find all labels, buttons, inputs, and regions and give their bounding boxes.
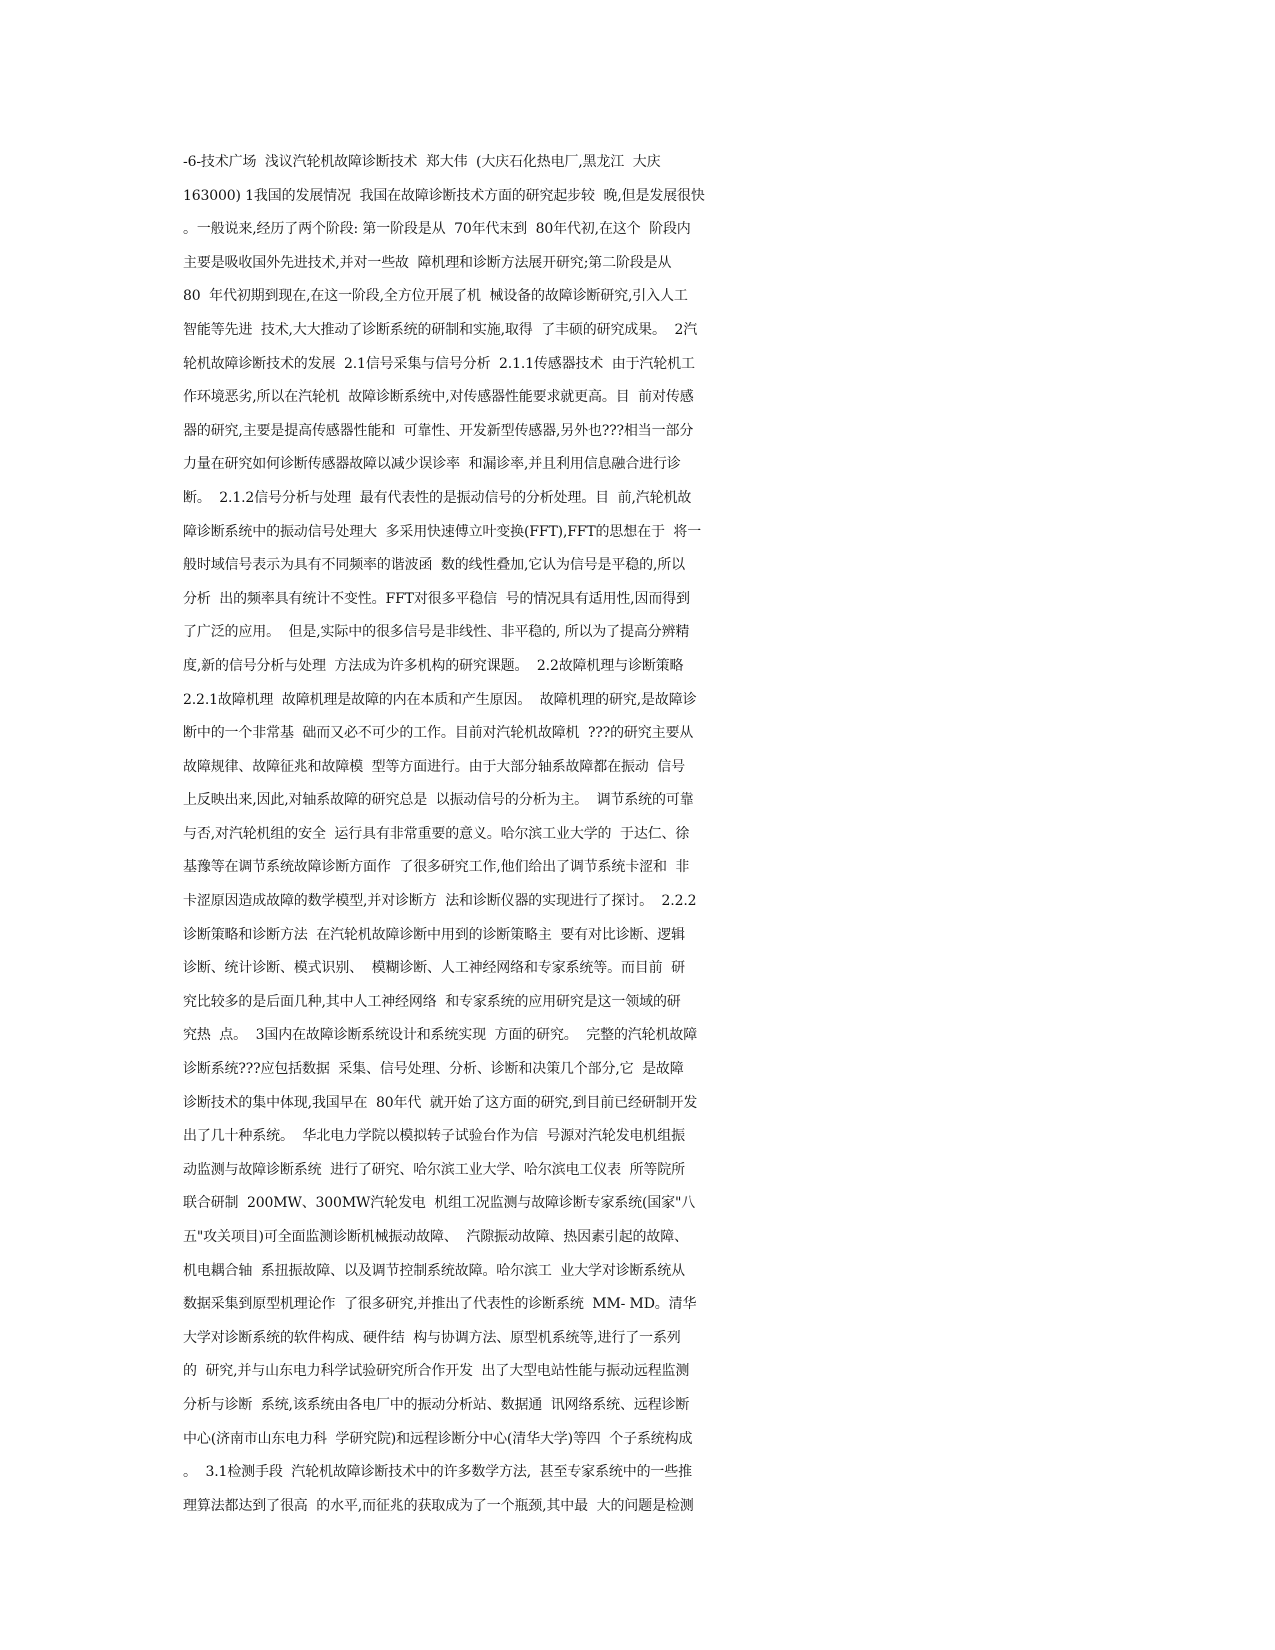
text-line: 五"攻关项目)可全面监测诊断机械振动故障、 汽隙振动故障、热因素引起的故障、	[183, 1229, 688, 1245]
text-line: 智能等先进 技术,大大推动了诊断系统的研制和实施,取得 了丰硕的研究成果。 2汽	[183, 321, 698, 338]
text-line: 上反映出来,因此,对轴系故障的研究总是 以振动信号的分析为主。 调节系统的可靠	[183, 792, 694, 809]
text-line: 理算法都达到了很高 的水平,而征兆的获取成为了一个瓶颈,其中最 大的问题是检测	[183, 1497, 694, 1514]
text-line: 故障规律、故障征兆和故障模 型等方面进行。由于大部分轴系故障都在振动 信号	[183, 758, 685, 775]
text-line: 分析与诊断 系统,该系统由各电厂中的振动分析站、数据通 讯网络系统、远程诊断	[183, 1396, 690, 1413]
text-line: 基豫等在调节系统故障诊断方面作 了很多研究工作,他们给出了调节系统卡涩和 非	[183, 859, 690, 876]
text-line: -6-技术广场 浅议汽轮机故障诊断技术 郑大伟 (大庆石化热电厂,黑龙江 大庆	[183, 154, 661, 170]
text-line: 作环境恶劣,所以在汽轮机 故障诊断系统中,对传感器性能要求就更高。目 前对传感	[183, 389, 694, 406]
text-line: 中心(济南市山东电力科 学研究院)和远程诊断分中心(清华大学)等四 个子系统构成	[183, 1430, 693, 1447]
document-body	[183, 146, 1083, 1523]
text-line: 分析 出的频率具有统计不变性。FFT对很多平稳信 号的情况具有适用性,因而得到	[183, 590, 690, 607]
text-line: 诊断、统计诊断、模式识别、 模糊诊断、人工神经网络和专家系统等。而目前 研	[183, 960, 685, 977]
text-line: 诊断策略和诊断方法 在汽轮机故障诊断中用到的诊断策略主 要有对比诊断、逻辑	[183, 926, 685, 943]
text-line: 联合研制 200MW、300MW汽轮发电 机组工况监测与故障诊断专家系统(国家"八	[183, 1195, 696, 1212]
text-line: 障诊断系统中的振动信号处理大 多采用快速傅立叶变换(FFT),FFT的思想在于 将一	[183, 523, 702, 540]
text-line: 与否,对汽轮机组的安全 运行具有非常重要的意义。哈尔滨工业大学的 于达仁、徐	[183, 825, 690, 842]
text-line: 机电耦合轴 系扭振故障、以及调节控制系统故障。哈尔滨工 业大学对诊断系统从	[183, 1262, 685, 1279]
text-line: 大学对诊断系统的软件构成、硬件结 构与协调方法、原型机系统等,进行了一系列	[183, 1329, 681, 1346]
text-line: 的 研究,并与山东电力科学试验研究所合作开发 出了大型电站性能与振动远程监测	[183, 1363, 690, 1380]
text-line: 163000) 1我国的发展情况 我国在故障诊断技术方面的研究起步较 晚,但是发展很快	[183, 187, 705, 204]
text-line: 数据采集到原型机理论作 了很多研究,并推出了代表性的诊断系统 MM- MD。清华	[183, 1296, 697, 1313]
text-line: 主要是吸收国外先进技术,并对一些故 障机理和诊断方法展开研究;第二阶段是从	[183, 254, 672, 271]
text-line: 器的研究,主要是提高传感器性能和 可靠性、开发新型传感器,另外也???相当一部分	[183, 422, 694, 439]
text-line: 般时域信号表示为具有不同频率的谐波函 数的线性叠加,它认为信号是平稳的,所以	[183, 557, 685, 574]
text-line: 。一般说来,经历了两个阶段: 第一阶段是从 70年代末到 80年代初,在这个 阶段内	[183, 221, 691, 238]
text-line: 。 3.1检测手段 汽轮机故障诊断技术中的许多数学方法, 甚至专家系统中的一些推	[183, 1464, 692, 1481]
text-line: 究热 点。 3国内在故障诊断系统设计和系统实现 方面的研究。 完整的汽轮机故障	[183, 1027, 698, 1044]
text-line: 出了几十种系统。 华北电力学院以模拟转子试验台作为信 号源对汽轮发电机组振	[183, 1128, 685, 1145]
text-line: 2.2.1故障机理 故障机理是故障的内在本质和产生原因。 故障机理的研究,是故障诊	[183, 691, 697, 708]
text-line: 诊断系统???应包括数据 采集、信号处理、分析、诊断和决策几个部分,它 是故障	[183, 1061, 684, 1078]
text-line: 力量在研究如何诊断传感器故障以减少误诊率 和漏诊率,并且利用信息融合进行诊	[183, 456, 681, 473]
text-line: 度,新的信号分析与处理 方法成为许多机构的研究课题。 2.2故障机理与诊断策略	[183, 657, 684, 674]
text-line: 80 年代初期到现在,在这一阶段,全方位开展了机 械设备的故障诊断研究,引入人工	[183, 288, 688, 305]
text-line: 了广泛的应用。 但是,实际中的很多信号是非线性、非平稳的, 所以为了提高分辨精	[183, 624, 690, 641]
text-line: 卡涩原因造成故障的数学模型,并对诊断方 法和诊断仪器的实现进行了探讨。 2.2.2	[183, 893, 697, 910]
text-line: 究比较多的是后面几种,其中人工神经网络 和专家系统的应用研究是这一领域的研	[183, 993, 681, 1010]
text-line: 动监测与故障诊断系统 进行了研究、哈尔滨工业大学、哈尔滨电工仪表 所等院所	[183, 1161, 685, 1178]
text-line: 诊断技术的集中体现,我国早在 80年代 就开始了这方面的研究,到目前已经研制开发	[183, 1094, 698, 1111]
text-line: 断。 2.1.2信号分析与处理 最有代表性的是振动信号的分析处理。目 前,汽轮机故	[183, 489, 692, 506]
text-line: 轮机故障诊断技术的发展 2.1信号采集与信号分析 2.1.1传感器技术 由于汽轮机工	[183, 355, 695, 372]
text-line: 断中的一个非常基 础而又必不可少的工作。目前对汽轮机故障机 ???的研究主要从	[183, 725, 694, 742]
